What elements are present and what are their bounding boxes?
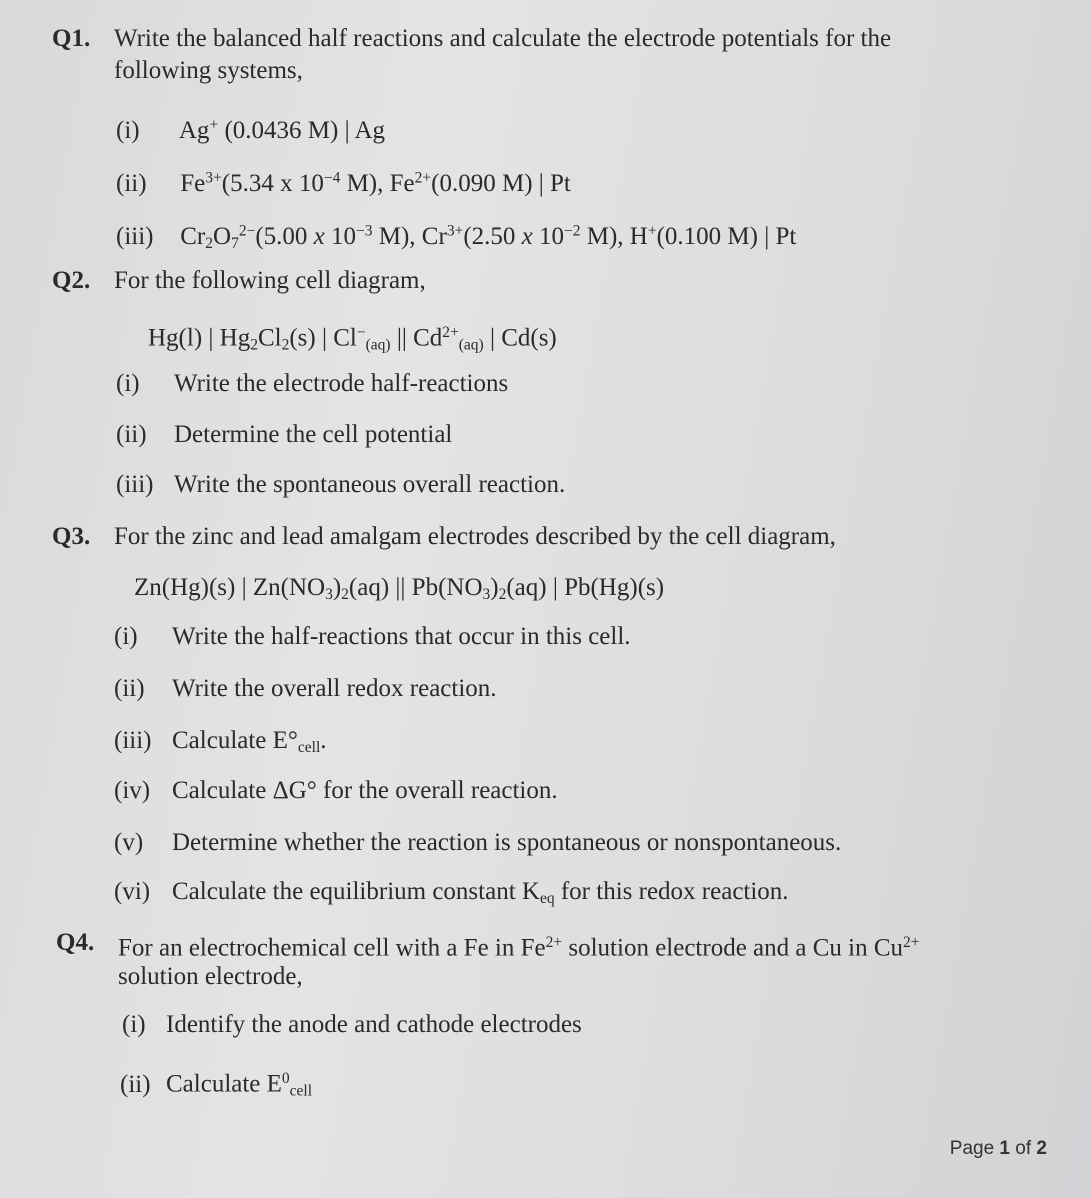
q2-item-ii	[116, 420, 452, 450]
q3-item-i-roman: (i)	[114, 623, 138, 650]
q3-item-v-text: Determine whether the reaction is spontaneous or nonspontaneous.	[172, 829, 842, 856]
q2-item-ii-text: Determine the cell potential	[174, 421, 453, 448]
q2-item-i-roman: (i)	[116, 370, 140, 397]
q3-item-i-text: Write the half-reactions that occur in this cell.	[172, 623, 631, 650]
q2-prompt: For the following cell diagram,	[114, 267, 426, 294]
q3-item-iii: (iii) Calculate $E^\circ_{cell}$.	[114, 727, 327, 756]
q3-item-v	[114, 828, 841, 858]
q3-item-v-roman: (v)	[114, 829, 144, 856]
q1-item-i	[116, 110, 385, 146]
page-number	[950, 1138, 1047, 1160]
q1-prompt-line1: Write the balanced half reactions and calculate the electrode potentials for the	[114, 25, 892, 52]
q3-item-ii-roman: (ii)	[114, 675, 145, 702]
q1-item-iii-roman: (iii)	[116, 222, 154, 250]
q1-item-i-text: Ag+ (0.0436 M) | Ag	[178, 116, 385, 144]
page-current: 1	[999, 1138, 1010, 1159]
q3-item-ii	[114, 674, 497, 704]
q1-item-ii	[116, 163, 571, 199]
q3-item-vi: (vi) Calculate the equilibrium constant $K_{eq}$ for this redox reaction.	[114, 878, 789, 907]
q2-item-iii-roman: (iii)	[116, 471, 154, 498]
q3-item-iii-roman: (iii)	[114, 727, 152, 754]
q3-item-i	[114, 622, 631, 652]
q4-item-ii-roman: (ii)	[120, 1070, 151, 1098]
q4-item-i-roman: (i)	[122, 1011, 146, 1038]
q4-item-i	[122, 1010, 582, 1040]
q4-number: Q4.	[56, 929, 95, 956]
q1-item-i-roman: (i)	[116, 116, 140, 144]
q3-item-ii-text: Write the overall redox reaction.	[172, 675, 497, 702]
page-of: of	[1015, 1138, 1032, 1159]
page-label: Page	[949, 1138, 995, 1159]
q3-cell-diagram: Zn(Hg)(s) | $Zn(NO_3)_2(aq)$ || $Pb(NO_3)_2(aq)$ | Pb(Hg)(s)	[134, 574, 665, 603]
q1-item-iii	[116, 216, 796, 258]
q1-item-ii-text: $Fe^{3+}(5.34$ x $10^{-4}$ M), $Fe^{2+}(0.090$ M) | Pt	[180, 169, 571, 197]
q3-number: Q3.	[52, 523, 91, 550]
q3-item-iv-text: Calculate ΔG° for the overall reaction.	[172, 777, 558, 804]
q2-item-iii	[116, 470, 565, 500]
q4-item-i-text: Identify the anode and cathode electrodes	[166, 1011, 582, 1038]
q2-number: Q2.	[52, 267, 91, 294]
q3-item-iv	[114, 776, 558, 806]
q1-item-ii-roman: (ii)	[116, 169, 147, 197]
q3-item-vi-roman: (vi)	[114, 878, 151, 905]
q1-number: Q1.	[52, 25, 91, 52]
q4-item-ii: (ii) Calculate $E^0_{cell}$	[120, 1070, 313, 1100]
page-total: 2	[1036, 1138, 1047, 1159]
q2-item-i	[116, 369, 508, 399]
q2-cell-diagram: Hg(l) | $Hg_2Cl_2(s)$ | $Cl^-_{(aq)}$ || $Cd^{2+}_{(aq)}$ | Cd(s)	[148, 324, 557, 354]
q2-item-ii-roman: (ii)	[116, 421, 147, 448]
q4-prompt-line2: solution electrode,	[118, 963, 303, 990]
q1-item-iii-text: $Cr_2O_7^{2-}(5.00$ x $10^{-3}$ M), $Cr^{3+}(2.50$ x $10^{-2}$ M), H+(0.100 M) | Pt	[180, 222, 797, 252]
q2-item-iii-text: Write the spontaneous overall reaction.	[174, 471, 566, 498]
q1-prompt-line2: following systems,	[114, 57, 303, 84]
q3-item-iv-roman: (iv)	[114, 777, 151, 804]
q3-prompt: For the zinc and lead amalgam electrodes described by the cell diagram,	[114, 523, 836, 550]
q2-item-i-text: Write the electrode half-reactions	[174, 370, 509, 397]
q4-prompt-line1: For an electrochemical cell with a Fe in $Fe^{2+}$ solution electrode and a Cu in $Cu^{2+}$	[118, 934, 920, 962]
q4-item-ii-text: Calculate E	[166, 1070, 282, 1098]
q3-item-vi-text: Calculate the equilibrium constant K	[172, 878, 540, 905]
q3-item-iii-text: Calculate E°	[172, 727, 298, 754]
